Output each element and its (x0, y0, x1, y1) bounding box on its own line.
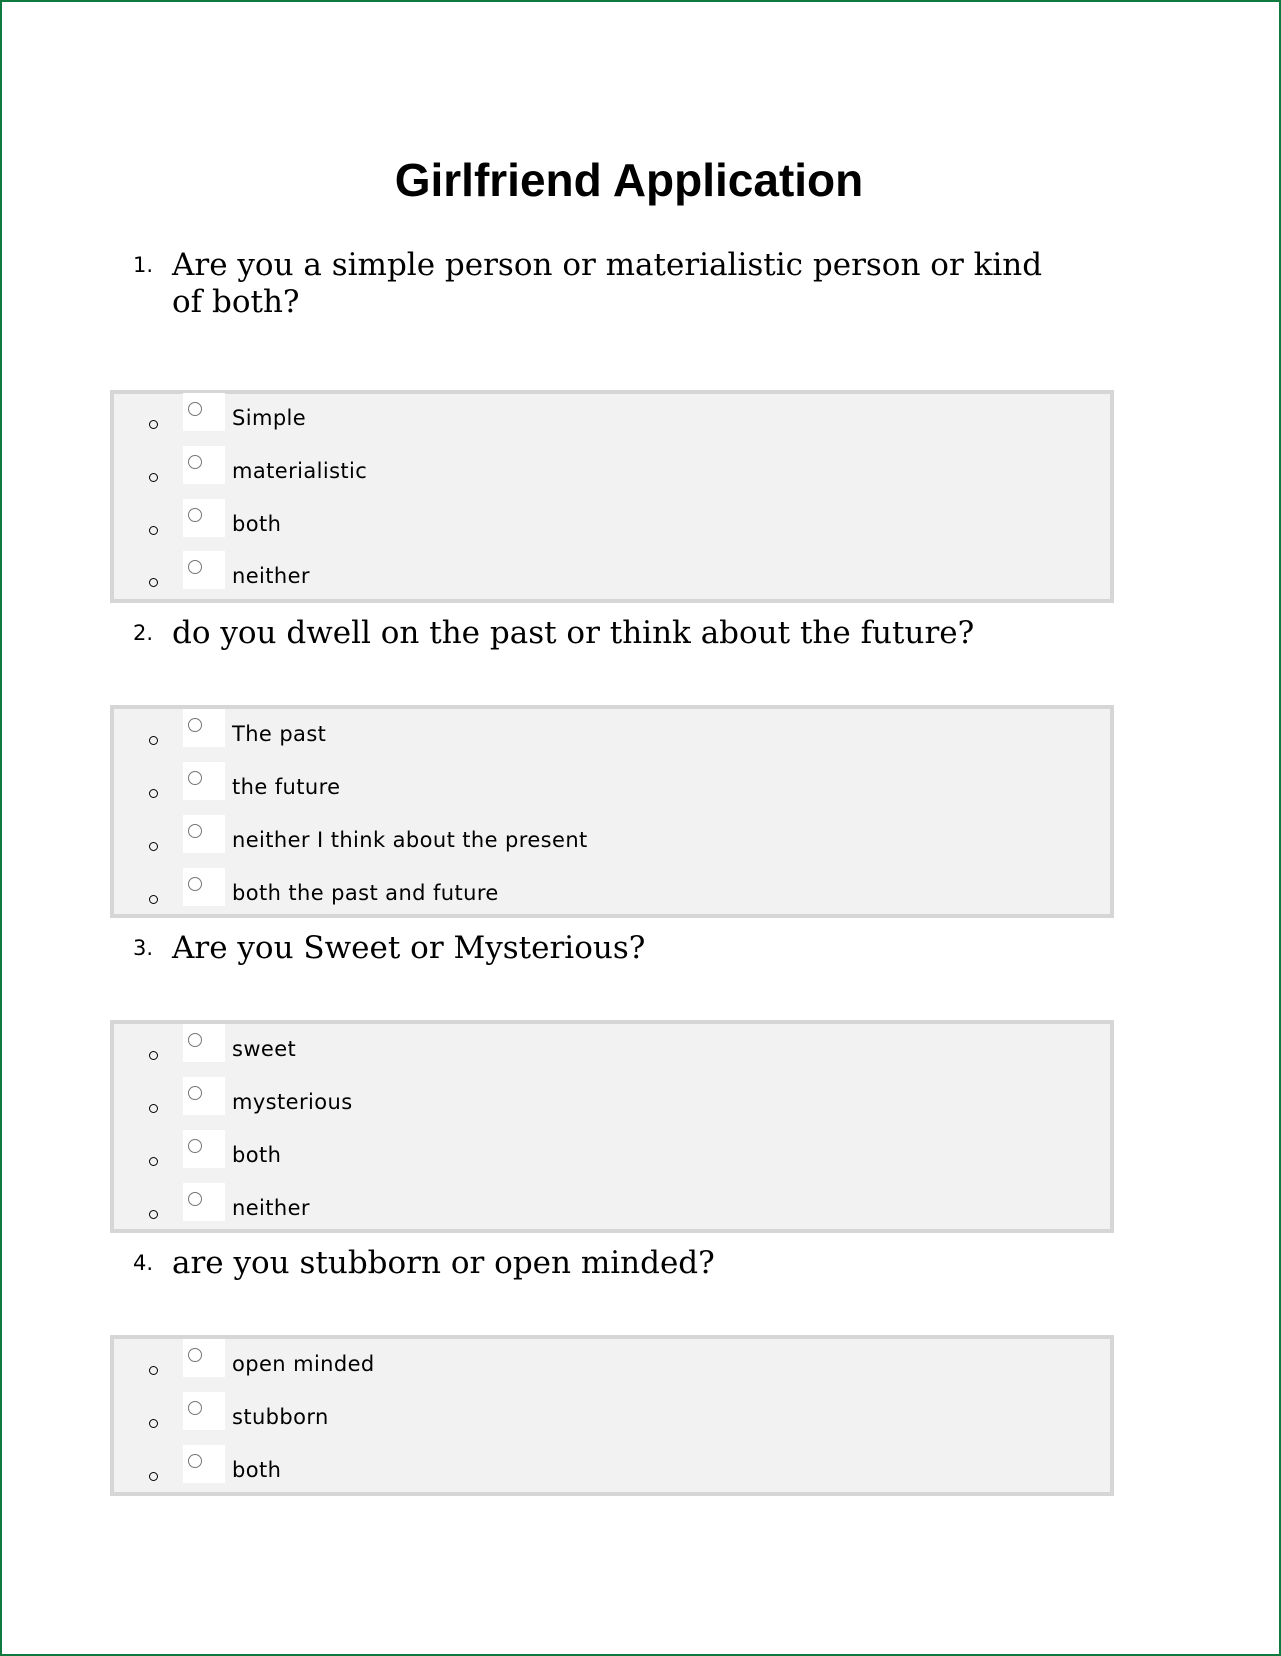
bullet-icon (149, 736, 158, 745)
option-label: neither I think about the present (232, 828, 588, 852)
radio-wrap (183, 446, 225, 484)
question-text: do you dwell on the past or think about the future? (172, 615, 975, 651)
option-label: sweet (232, 1037, 297, 1061)
radio-the-future[interactable] (188, 771, 202, 785)
option-neither (114, 551, 1110, 603)
question-text: Are you Sweet or Mysterious? (172, 930, 646, 966)
question-number: 3. (133, 936, 154, 960)
option-materialistic (114, 446, 1110, 498)
radio-wrap (183, 709, 225, 747)
bullet-icon (149, 1051, 158, 1060)
bullet-icon (149, 789, 158, 798)
radio-stubborn[interactable] (188, 1401, 202, 1415)
option-stubborn (114, 1392, 1110, 1444)
radio-wrap (183, 1130, 225, 1168)
question-3-options (110, 1020, 1114, 1233)
radio-wrap (183, 762, 225, 800)
radio-past-and-future[interactable] (188, 877, 202, 891)
bullet-icon (149, 1472, 158, 1481)
radio-sweet[interactable] (188, 1033, 202, 1047)
radio-the-past[interactable] (188, 718, 202, 732)
question-1-options (110, 390, 1114, 603)
bullet-icon (149, 1104, 158, 1113)
bullet-icon (149, 1419, 158, 1428)
question-text: Are you a simple person or materialistic person or kind of both? (172, 247, 1043, 320)
option-neither (114, 1183, 1110, 1235)
question-1 (133, 247, 1063, 321)
radio-wrap (183, 1445, 225, 1483)
bullet-icon (149, 473, 158, 482)
radio-both[interactable] (188, 1454, 202, 1468)
question-3 (133, 930, 1063, 967)
option-label: open minded (232, 1352, 375, 1376)
option-label: The past (232, 722, 327, 746)
radio-present[interactable] (188, 824, 202, 838)
radio-wrap (183, 1339, 225, 1377)
option-label: both (232, 512, 282, 536)
option-label: stubborn (232, 1405, 329, 1429)
bullet-icon (149, 578, 158, 587)
question-2 (133, 615, 1063, 652)
question-4-options (110, 1335, 1114, 1496)
radio-neither[interactable] (188, 1192, 202, 1206)
radio-both[interactable] (188, 508, 202, 522)
radio-wrap (183, 1392, 225, 1430)
radio-wrap (183, 1183, 225, 1221)
bullet-icon (149, 895, 158, 904)
radio-wrap (183, 551, 225, 589)
option-label: mysterious (232, 1090, 353, 1114)
radio-neither[interactable] (188, 560, 202, 574)
radio-wrap (183, 499, 225, 537)
option-both (114, 1130, 1110, 1182)
radio-mysterious[interactable] (188, 1086, 202, 1100)
option-simple (114, 393, 1110, 445)
radio-wrap (183, 868, 225, 906)
question-number: 4. (133, 1251, 154, 1275)
option-present (114, 815, 1110, 867)
option-the-past (114, 709, 1110, 761)
page-title: Girlfriend Application (394, 154, 864, 206)
bullet-icon (149, 1210, 158, 1219)
option-past-and-future (114, 868, 1110, 920)
option-both (114, 499, 1110, 551)
option-label: both the past and future (232, 881, 499, 905)
option-label: both (232, 1458, 282, 1482)
option-mysterious (114, 1077, 1110, 1129)
question-number: 2. (133, 621, 154, 645)
option-the-future (114, 762, 1110, 814)
question-number: 1. (133, 253, 154, 277)
question-2-options (110, 705, 1114, 918)
radio-open-minded[interactable] (188, 1348, 202, 1362)
option-label: the future (232, 775, 341, 799)
question-text: are you stubborn or open minded? (172, 1245, 715, 1281)
bullet-icon (149, 526, 158, 535)
radio-wrap (183, 815, 225, 853)
option-label: Simple (232, 406, 307, 430)
bullet-icon (149, 420, 158, 429)
option-both (114, 1445, 1110, 1497)
radio-simple[interactable] (188, 402, 202, 416)
question-4 (133, 1245, 1063, 1282)
bullet-icon (149, 842, 158, 851)
radio-both[interactable] (188, 1139, 202, 1153)
radio-wrap (183, 393, 225, 431)
option-label: neither (232, 1196, 310, 1220)
option-open-minded (114, 1339, 1110, 1391)
bullet-icon (149, 1157, 158, 1166)
option-label: materialistic (232, 459, 368, 483)
bullet-icon (149, 1366, 158, 1375)
option-label: both (232, 1143, 282, 1167)
radio-materialistic[interactable] (188, 455, 202, 469)
option-label: neither (232, 564, 310, 588)
option-sweet (114, 1024, 1110, 1076)
radio-wrap (183, 1024, 225, 1062)
radio-wrap (183, 1077, 225, 1115)
